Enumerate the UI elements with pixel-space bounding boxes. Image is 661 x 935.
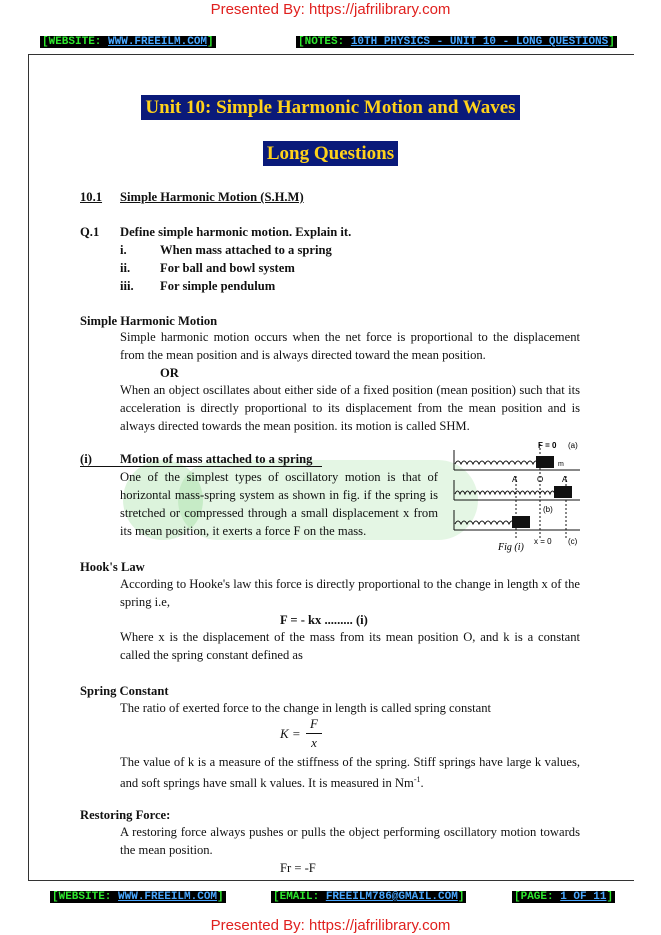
fig-label-f0: F = 0 [538, 441, 557, 450]
footer-email-tag: [EMAIL: FREEILM786@GMAIL.COM] [273, 891, 465, 903]
footer-rule [28, 880, 634, 881]
page-subtitle: Long Questions [263, 141, 398, 166]
or-label: OR [160, 366, 179, 380]
list-item: For simple pendulum [160, 279, 276, 293]
restoring-equation: Fr = -F [280, 861, 316, 875]
list-item: For ball and bowl system [160, 261, 295, 275]
header-rule [28, 54, 634, 55]
restoring-heading: Restoring Force: [80, 808, 171, 822]
spring-constant-paragraph-1: The ratio of exerted force to the change in length is called spring constant [120, 701, 492, 715]
spring-paragraph: One of the simplest types of oscillatory motion is that of horizontal mass-spring system as shown in fig. if the spring is stretched or compressed through a small displacement x from its mean position, it exerts a force F on the mass. [120, 470, 438, 538]
fig-label-A-left: A [512, 475, 518, 484]
header-notes-text: 10TH PHYSICS - UNIT 10 - LONG QUESTIONS [350, 36, 609, 48]
spring-figure [450, 440, 585, 555]
left-border [28, 54, 29, 880]
section-number: 10.1 [80, 190, 103, 204]
footer-email-link[interactable]: FREEILM786@GMAIL.COM [325, 891, 458, 903]
fig-label-a: (a) [568, 441, 578, 450]
footer-page-tag: [PAGE: 1 OF 11] [514, 891, 614, 903]
header-website-tag: [WEBSITE: WWW.FREEILM.COM] [42, 36, 214, 48]
shm-heading: Simple Harmonic Motion [80, 314, 218, 328]
spring-constant-paragraph-2: The value of k is a measure of the stiffness of the spring. Stiff springs have large k values, and soft springs have small k values. It is measured in $Nm^{-1}$. [120, 755, 580, 791]
hooke-equation: F = - kx ......... (i) [280, 613, 368, 627]
presented-by-bottom: Presented By: https://jafrilibrary.com [210, 917, 451, 934]
fig-label-x0: x = 0 [534, 537, 552, 546]
list-item-num: iii. [120, 279, 134, 293]
list-item-num: ii. [120, 261, 131, 275]
header-website-link[interactable]: WWW.FREEILM.COM [108, 36, 208, 48]
fig-label-A-right: A [562, 475, 568, 484]
fig-label-m: m [558, 461, 564, 468]
footer-page-link[interactable]: 1 OF 11 [560, 891, 607, 903]
shm-paragraph-2: When an object oscillates about either side of a fixed position (mean position) such that its acceleration is directly proportional to its displacement from the mean position and is always directed towards the mean position. its motion is called SHM. [120, 383, 580, 433]
spring-heading: Motion of mass attached to a spring [120, 452, 313, 466]
hooke-heading: Hook's Law [80, 560, 145, 574]
hooke-paragraph-1: According to Hooke's law this force is directly proportional to the change in length x of the spring i.e, [120, 577, 580, 609]
fig-label-c: (c) [568, 537, 578, 546]
header-notes-tag: [NOTES: 10TH PHYSICS - UNIT 10 - LONG QUESTIONS] [298, 36, 615, 48]
list-item-num: i. [120, 243, 127, 257]
footer-website-link[interactable]: WWW.FREEILM.COM [118, 891, 218, 903]
question-text: Define simple harmonic motion. Explain it. [120, 225, 352, 239]
spring-constant-heading: Spring Constant [80, 684, 169, 698]
fig-label-O: O [537, 475, 544, 484]
fig-label-b: (b) [543, 505, 553, 514]
figure-caption: Fig (i) [498, 542, 524, 553]
spring-part-num: (i) [80, 452, 92, 466]
section-title: Simple Harmonic Motion (S.H.M) [120, 190, 304, 204]
presented-by-top: Presented By: https://jafrilibrary.com [210, 1, 451, 18]
hooke-paragraph-2: Where x is the displacement of the mass from its mean position O, and k is a constant called the spring constant defined as [120, 630, 580, 662]
shm-paragraph-1: Simple harmonic motion occurs when the net force is proportional to the displacement from the mean position and is always directed toward the mean position. [120, 330, 580, 362]
list-item: When mass attached to a spring [160, 243, 332, 257]
footer-website-tag: [WEBSITE: WWW.FREEILM.COM] [52, 891, 224, 903]
restoring-paragraph: A restoring force always pushes or pulls the object performing oscillatory motion towards the mean position. [120, 825, 580, 857]
page-title: Unit 10: Simple Harmonic Motion and Waves [141, 95, 519, 120]
question-number: Q.1 [80, 225, 100, 239]
